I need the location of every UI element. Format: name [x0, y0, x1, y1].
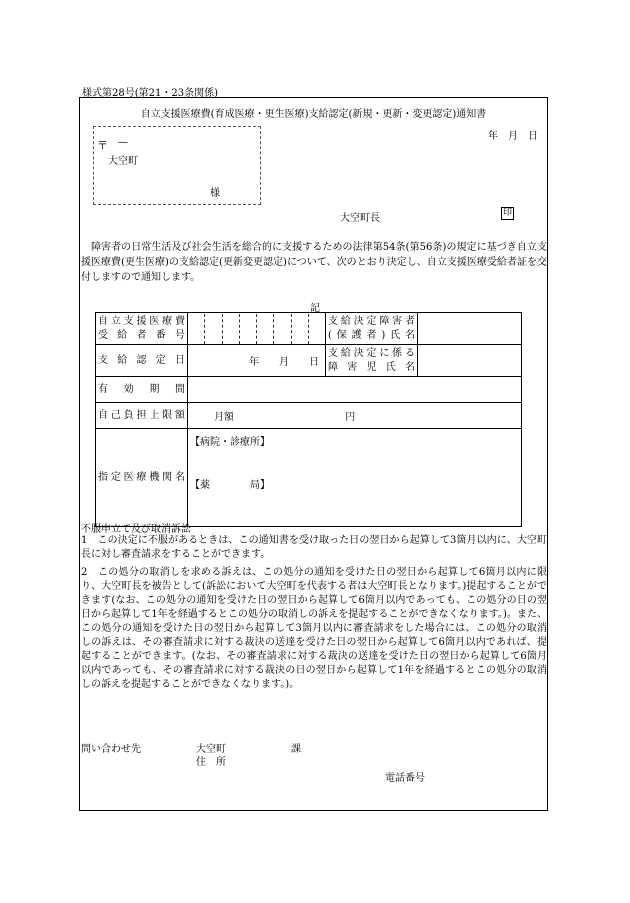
recipient-honorific: 様: [210, 188, 220, 199]
copay-yen: 円: [345, 412, 356, 423]
recipient-town: 大空町: [108, 156, 138, 167]
appeal-heading: 不服申立て及び取消訴訟: [81, 524, 191, 535]
certification-date-label: 支給認定日: [96, 345, 188, 377]
validity-label: 有効期間: [96, 377, 188, 403]
inquiry-town: 大空町: [196, 744, 226, 755]
notice-paragraph: 障害者の日常生活及び社会生活を総合的に支援するための法律第54条(第56条)の規定に基づき自立支援医療費(更生医療)の支給認定(更新変更認定)について、次のとおり決定し、自立支援医療受給者証を交付しますので通知します。: [81, 242, 547, 283]
child-name-label: 支給決定に係る 障害児氏名: [326, 345, 418, 377]
hospital-label: 【病院・診療所】: [190, 437, 270, 448]
appeal-item-2: 2 この処分の取消しを求める訴えは、この処分の通知を受けた日の翌日から起算して6箇月以内に限り、大空町長を被告として(訴訟において大空町を代表する者は大空町長となります。)提起することができます(なお、この処分の通知を受けた日の翌日から起算して6箇月以内であっても、この処分の日の翌日から起算して1年を経過するとこの処分の取消しの訴えを提起することができなくなります。)。また、この処分の通知を受けた日の翌日から起算して3箇月以内に審査請求をした場合には、この処分の取消しの訴えは、その審査請求に対する裁決の送達を受けた日の翌日から起算して6箇月以内であれば、提起することができます。(なお、その審査請求に対する裁決の送達を受けた日の翌日から起算して6箇月以内であっても、その審査請求に対する裁決の日の翌日から起算して1年を経過するとこの処分の取消しの訴えを提起することができなくなります。)。: [81, 567, 547, 690]
decided-person-field[interactable]: [418, 313, 522, 345]
copay-label: 自己負担上限額: [96, 403, 188, 429]
recipient-number-field[interactable]: [188, 313, 326, 345]
copay-field[interactable]: [188, 403, 522, 429]
pharmacy-label: 【薬 局】: [190, 480, 270, 491]
institution-label: 指定医療機関名: [96, 429, 188, 527]
issuer-name: 大空町長: [340, 213, 380, 224]
inquiry-phone: 電話番号: [385, 773, 425, 784]
inquiry-label: 問い合わせ先: [81, 744, 141, 755]
document-title: 自立支援医療費(育成医療・更生医療)支給認定(新規・更新・変更認定)通知書: [140, 109, 487, 120]
postal-mark: 〒: [97, 139, 108, 152]
recipient-number-label: 自立支援医療費 受給者番号: [96, 313, 188, 345]
appeal-item-1: 1 この決定に不服があるときは、この通知書を受け取った日の翌日から起算して3箇月以内に、大空町長に対し審査請求をすることができます。: [81, 535, 547, 560]
institution-field[interactable]: [188, 429, 522, 527]
inquiry-address: 住 所: [196, 757, 226, 768]
copay-monthly: 月額: [214, 412, 234, 423]
form-number: 様式第28号(第21・23条関係): [82, 88, 218, 99]
validity-field[interactable]: [188, 377, 522, 403]
seal-stamp: 印: [502, 208, 512, 218]
decided-person-label: 支給決定障害者 (保護者)氏名: [326, 313, 418, 345]
child-name-field[interactable]: [418, 345, 522, 377]
ki-label: 記: [310, 303, 320, 314]
inquiry-section: 課: [291, 744, 301, 755]
certification-table: [95, 312, 522, 527]
certification-date-field[interactable]: 年 月 日: [188, 345, 326, 377]
postal-dash: —: [118, 137, 128, 148]
issue-date: 年 月 日: [488, 131, 538, 142]
